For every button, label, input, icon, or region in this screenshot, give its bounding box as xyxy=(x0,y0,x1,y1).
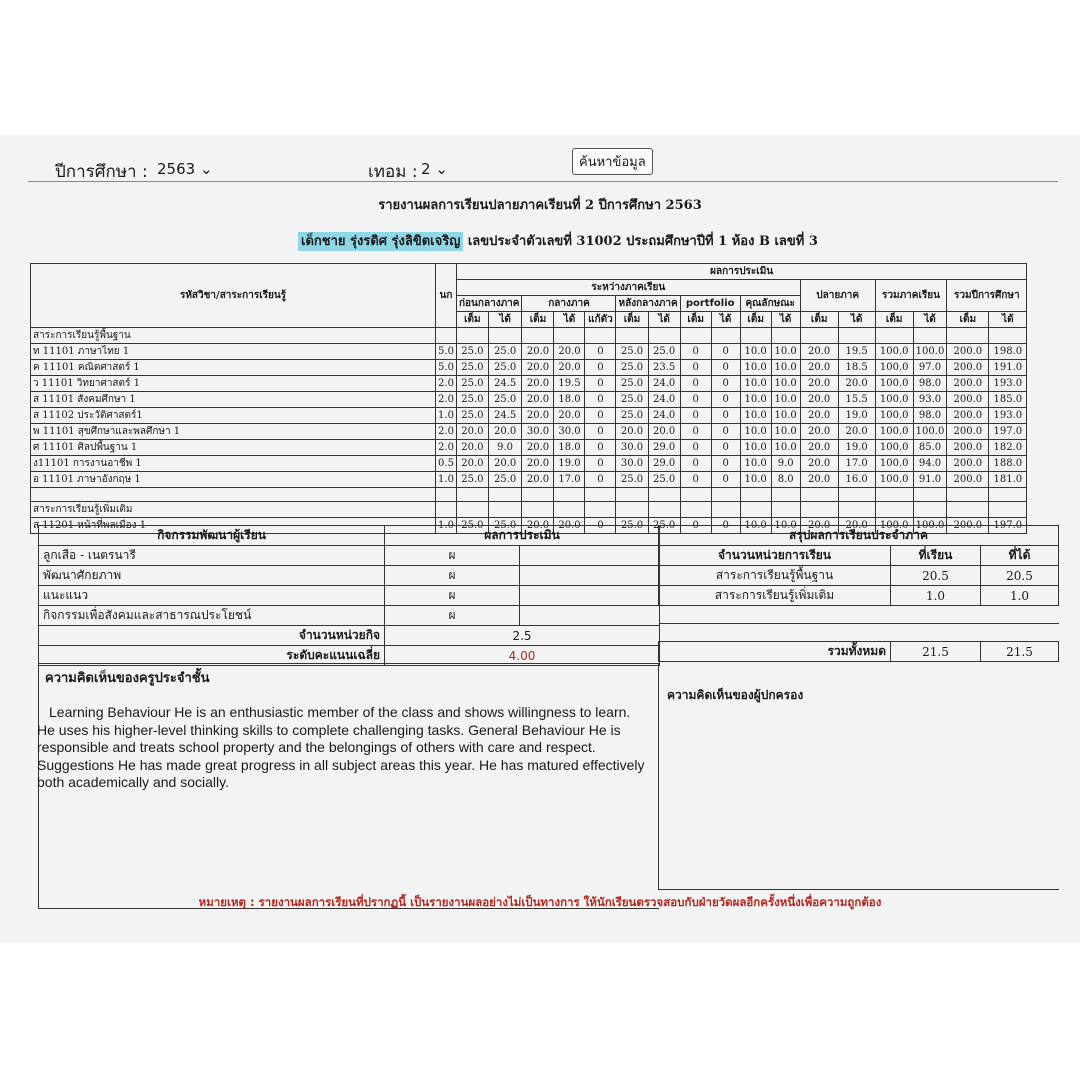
score-cell: 19.0 xyxy=(838,408,875,424)
score-cell: 24.5 xyxy=(488,408,522,424)
score-cell: 20.0 xyxy=(522,440,554,456)
score-cell: 20.0 xyxy=(838,424,875,440)
parent-comment-box xyxy=(658,663,1059,890)
summary-col-units: จำนวนหน่วยการเรียน xyxy=(659,546,891,566)
score-cell: 0 xyxy=(680,472,711,488)
score-cell: 0 xyxy=(585,392,616,408)
score-cell: 20.0 xyxy=(800,344,838,360)
score-cell: 20.0 xyxy=(800,408,838,424)
score-cell: 0 xyxy=(711,360,740,376)
score-cell: 30.0 xyxy=(616,456,648,472)
score-cell: 20.0 xyxy=(800,424,838,440)
score-cell: 0 xyxy=(585,456,616,472)
grade-row xyxy=(31,376,1027,392)
credit-cell: 0.5 xyxy=(436,456,457,472)
score-cell: 20.0 xyxy=(800,440,838,456)
score-cell: 20.0 xyxy=(457,440,489,456)
score-cell: 100.0 xyxy=(875,440,913,456)
sub-full: เต็ม xyxy=(875,312,913,328)
score-cell: 10.0 xyxy=(740,392,771,408)
score-cell: 10.0 xyxy=(740,376,771,392)
score-cell: 20.0 xyxy=(522,392,554,408)
score-cell: 25.0 xyxy=(488,344,522,360)
activities-header: กิจกรรมพัฒนาผู้เรียน xyxy=(39,526,385,546)
credit-cell: 2.0 xyxy=(436,376,457,392)
score-cell: 100.0 xyxy=(875,456,913,472)
score-cell: 18.0 xyxy=(554,440,585,456)
score-cell: 0 xyxy=(711,440,740,456)
score-cell: 20.0 xyxy=(522,408,554,424)
score-cell: 200.0 xyxy=(947,456,989,472)
col-evaluation: ผลการประเมิน xyxy=(457,264,1027,280)
year-select[interactable]: 2563 ⌄ xyxy=(157,160,213,178)
score-cell: 0 xyxy=(680,392,711,408)
grade-row xyxy=(31,424,1027,440)
score-cell: 10.0 xyxy=(771,392,800,408)
score-cell: 25.0 xyxy=(457,344,489,360)
summary-row-studied: 1.0 xyxy=(891,586,981,606)
score-cell: 98.0 xyxy=(913,376,947,392)
score-cell: 10.0 xyxy=(771,440,800,456)
grades-table xyxy=(30,263,1027,534)
score-cell: 25.0 xyxy=(648,518,680,534)
summary-row-label: สาระการเรียนรู้พื้นฐาน xyxy=(659,566,891,586)
score-cell: 24.0 xyxy=(648,408,680,424)
sub-full: เต็ม xyxy=(740,312,771,328)
subject-name: อ 11101 ภาษาอังกฤษ 1 xyxy=(31,472,436,488)
score-cell: 24.0 xyxy=(648,392,680,408)
score-cell: 9.0 xyxy=(488,440,522,456)
score-cell: 93.0 xyxy=(913,392,947,408)
score-cell: 20.0 xyxy=(838,376,875,392)
score-cell: 0 xyxy=(711,408,740,424)
activity-result: ผ xyxy=(385,566,520,586)
score-cell: 29.0 xyxy=(648,456,680,472)
term-select[interactable]: 2 ⌄ xyxy=(421,160,448,178)
sub-got: ได้ xyxy=(989,312,1027,328)
score-cell: 20.0 xyxy=(522,344,554,360)
score-cell: 25.0 xyxy=(457,376,489,392)
score-cell: 20.0 xyxy=(554,408,585,424)
gpa-label: ระดับคะแนนเฉลี่ย xyxy=(39,646,385,666)
score-cell: 20.0 xyxy=(616,424,648,440)
score-cell: 10.0 xyxy=(740,344,771,360)
filter-bar xyxy=(55,152,1045,192)
activity-result: ผ xyxy=(385,606,520,626)
summary-row-earned: 20.5 xyxy=(981,566,1059,586)
score-cell: 10.0 xyxy=(740,360,771,376)
term-label: เทอม : xyxy=(368,162,418,182)
sub-got: ได้ xyxy=(488,312,522,328)
score-cell: 20.0 xyxy=(800,376,838,392)
report-title: รายงานผลการเรียนปลายภาคเรียนที่ 2 ปีการศึกษา 2563 xyxy=(378,198,702,213)
sub-got: ได้ xyxy=(913,312,947,328)
subject-name: ศ 11101 ศิลปพื้นฐาน 1 xyxy=(31,440,436,456)
gpa-value: 4.00 xyxy=(385,646,660,666)
score-cell: 0 xyxy=(585,408,616,424)
score-cell: 94.0 xyxy=(913,456,947,472)
score-cell: 10.0 xyxy=(740,456,771,472)
score-cell: 0 xyxy=(680,344,711,360)
score-cell: 25.0 xyxy=(488,360,522,376)
activity-result: ผ xyxy=(385,586,520,606)
score-cell: 10.0 xyxy=(771,376,800,392)
score-cell: 18.5 xyxy=(838,360,875,376)
units-value: 2.5 xyxy=(385,626,660,646)
credit-cell: 1.0 xyxy=(436,518,457,534)
score-cell: 200.0 xyxy=(947,344,989,360)
score-cell: 30.0 xyxy=(554,424,585,440)
student-header xyxy=(298,230,818,251)
grade-row xyxy=(31,408,1027,424)
teacher-comment-title: ความคิดเห็นของครูประจำชั้น xyxy=(45,671,210,686)
score-cell: 20.0 xyxy=(522,456,554,472)
sub-full: เต็ม xyxy=(800,312,838,328)
score-cell: 193.0 xyxy=(989,408,1027,424)
score-cell: 20.0 xyxy=(554,360,585,376)
score-cell: 25.0 xyxy=(488,472,522,488)
score-cell: 0 xyxy=(585,424,616,440)
activity-name: กิจกรรมเพื่อสังคมและสาธารณประโยชน์ xyxy=(39,606,385,626)
credit-cell: 2.0 xyxy=(436,392,457,408)
sub-fix: แก้ตัว xyxy=(585,312,616,328)
score-cell: 200.0 xyxy=(947,376,989,392)
score-cell: 15.5 xyxy=(838,392,875,408)
score-cell: 188.0 xyxy=(989,456,1027,472)
summary-title: สรุปผลการเรียนประจำภาค xyxy=(659,526,1059,546)
col-portfolio: portfolio xyxy=(680,296,740,312)
subject-name: ว 11101 วิทยาศาสตร์ 1 xyxy=(31,376,436,392)
sub-got: ได้ xyxy=(771,312,800,328)
summary-total-earned: 21.5 xyxy=(981,642,1059,662)
score-cell: 25.0 xyxy=(616,376,648,392)
score-cell: 8.0 xyxy=(771,472,800,488)
summary-total-label: รวมทั้งหมด xyxy=(659,642,891,662)
score-cell: 25.0 xyxy=(616,344,648,360)
sub-full: เต็ม xyxy=(947,312,989,328)
score-cell: 0 xyxy=(711,376,740,392)
score-cell: 25.0 xyxy=(616,360,648,376)
score-cell: 10.0 xyxy=(771,518,800,534)
subject-name: พ 11101 สุขศึกษาและพลศึกษา 1 xyxy=(31,424,436,440)
credit-cell: 1.0 xyxy=(436,408,457,424)
score-cell: 193.0 xyxy=(989,376,1027,392)
score-cell: 0 xyxy=(680,518,711,534)
score-cell: 0 xyxy=(680,424,711,440)
score-cell: 25.0 xyxy=(616,518,648,534)
score-cell: 100.0 xyxy=(913,518,947,534)
summary-row-studied: 20.5 xyxy=(891,566,981,586)
score-cell: 100.0 xyxy=(875,408,913,424)
student-name: เด็กชาย รุ่งรดิศ รุ่งลิขิตเจริญ xyxy=(298,232,463,251)
sub-got: ได้ xyxy=(554,312,585,328)
score-cell: 0 xyxy=(585,472,616,488)
score-cell: 100.0 xyxy=(875,424,913,440)
score-cell: 20.0 xyxy=(457,424,489,440)
score-cell: 0 xyxy=(711,472,740,488)
summary-table xyxy=(658,525,1059,662)
score-cell: 0 xyxy=(711,424,740,440)
score-cell: 16.0 xyxy=(838,472,875,488)
score-cell: 200.0 xyxy=(947,440,989,456)
score-cell: 20.0 xyxy=(838,518,875,534)
subject-name: ส 11201 หน้าที่พลเมือง 1 xyxy=(31,518,436,534)
score-cell: 20.0 xyxy=(800,392,838,408)
score-cell: 98.0 xyxy=(913,408,947,424)
credit-cell: 2.0 xyxy=(436,424,457,440)
score-cell: 20.0 xyxy=(488,424,522,440)
activities-result-header: ผลการประเมิน xyxy=(385,526,660,546)
score-cell: 100.0 xyxy=(913,424,947,440)
score-cell: 10.0 xyxy=(740,424,771,440)
score-cell: 0 xyxy=(585,376,616,392)
grade-row xyxy=(31,456,1027,472)
score-cell: 100.0 xyxy=(875,392,913,408)
score-cell: 25.0 xyxy=(457,360,489,376)
score-cell: 200.0 xyxy=(947,518,989,534)
score-cell: 10.0 xyxy=(740,472,771,488)
credit-cell: 5.0 xyxy=(436,360,457,376)
score-cell: 97.0 xyxy=(913,360,947,376)
summary-col-earned: ที่ได้ xyxy=(981,546,1059,566)
score-cell: 20.0 xyxy=(800,518,838,534)
col-credits: นก xyxy=(436,264,457,328)
footer-note: หมายเหตุ : รายงานผลการเรียนที่ปรากฏนี้ เป็นรายงานผลอย่างไม่เป็นทางการ ให้นักเรียนตรวจสอบกับฝ่ายวัดผลอีกครั้งหนึ่งเพื่อความถูกต้อง xyxy=(198,895,882,909)
score-cell: 10.0 xyxy=(771,360,800,376)
score-cell: 19.5 xyxy=(554,376,585,392)
units-label: จำนวนหน่วยกิจ xyxy=(39,626,385,646)
col-during-term: ระหว่างภาคเรียน xyxy=(457,280,801,296)
score-cell: 85.0 xyxy=(913,440,947,456)
score-cell: 19.5 xyxy=(838,344,875,360)
credit-cell: 2.0 xyxy=(436,440,457,456)
section-additional: สาระการเรียนรู้เพิ่มเติม xyxy=(31,502,436,518)
score-cell: 0 xyxy=(585,360,616,376)
score-cell: 91.0 xyxy=(913,472,947,488)
sub-got: ได้ xyxy=(838,312,875,328)
score-cell: 0 xyxy=(711,344,740,360)
col-final: ปลายภาค xyxy=(800,280,875,312)
subject-name: ส 11102 ประวัติศาสตร์1 xyxy=(31,408,436,424)
score-cell: 19.0 xyxy=(838,440,875,456)
activity-name: ลูกเสือ - เนตรนารี xyxy=(39,546,385,566)
subject-name: ท 11101 ภาษาไทย 1 xyxy=(31,344,436,360)
score-cell: 20.0 xyxy=(800,456,838,472)
activity-name: แนะแนว xyxy=(39,586,385,606)
score-cell: 185.0 xyxy=(989,392,1027,408)
parent-comment-title: ความคิดเห็นของผู้ปกครอง xyxy=(667,688,804,702)
activities-table xyxy=(38,525,660,666)
score-cell: 17.0 xyxy=(554,472,585,488)
score-cell: 20.0 xyxy=(800,472,838,488)
score-cell: 18.0 xyxy=(554,392,585,408)
chevron-down-icon: ⌄ xyxy=(199,160,213,178)
score-cell: 100.0 xyxy=(875,376,913,392)
score-cell: 100.0 xyxy=(913,344,947,360)
score-cell: 25.0 xyxy=(457,472,489,488)
score-cell: 0 xyxy=(711,518,740,534)
score-cell: 30.0 xyxy=(522,424,554,440)
score-cell: 25.0 xyxy=(457,518,489,534)
grade-row xyxy=(31,360,1027,376)
score-cell: 20.0 xyxy=(522,518,554,534)
section-core: สาระการเรียนรู้พื้นฐาน xyxy=(31,328,436,344)
score-cell: 9.0 xyxy=(771,456,800,472)
subject-name: ง11101 การงานอาชีพ 1 xyxy=(31,456,436,472)
score-cell: 197.0 xyxy=(989,424,1027,440)
score-cell: 24.5 xyxy=(488,376,522,392)
score-cell: 200.0 xyxy=(947,360,989,376)
summary-row-earned: 1.0 xyxy=(981,586,1059,606)
score-cell: 191.0 xyxy=(989,360,1027,376)
score-cell: 10.0 xyxy=(771,344,800,360)
activity-result: ผ xyxy=(385,546,520,566)
score-cell: 0 xyxy=(680,376,711,392)
score-cell: 0 xyxy=(585,344,616,360)
score-cell: 0 xyxy=(680,456,711,472)
score-cell: 0 xyxy=(585,440,616,456)
teacher-comment-text: Learning Behaviour He is an enthusiastic member of the class and shows willingness to learn. He uses his higher-level thinking skills to complete challenging tasks. General Behaviour He is responsible and treats school property and the belongings of others with care and respect. Suggestions He has made great progress in all subject areas this year. He has matured effectively both academically and socially. xyxy=(37,704,645,790)
score-cell: 100.0 xyxy=(875,472,913,488)
col-character: คุณลักษณะ xyxy=(740,296,800,312)
score-cell: 100.0 xyxy=(875,344,913,360)
score-cell: 200.0 xyxy=(947,408,989,424)
score-cell: 100.0 xyxy=(875,518,913,534)
summary-total-studied: 21.5 xyxy=(891,642,981,662)
score-cell: 182.0 xyxy=(989,440,1027,456)
score-cell: 23.5 xyxy=(648,360,680,376)
score-cell: 198.0 xyxy=(989,344,1027,360)
sub-full: เต็ม xyxy=(616,312,648,328)
score-cell: 30.0 xyxy=(616,440,648,456)
score-cell: 0 xyxy=(680,408,711,424)
score-cell: 0 xyxy=(680,360,711,376)
score-cell: 10.0 xyxy=(740,408,771,424)
score-cell: 200.0 xyxy=(947,472,989,488)
score-cell: 100.0 xyxy=(875,360,913,376)
activity-name: พัฒนาศักยภาพ xyxy=(39,566,385,586)
score-cell: 20.0 xyxy=(522,360,554,376)
score-cell: 20.0 xyxy=(554,344,585,360)
score-cell: 20.0 xyxy=(554,518,585,534)
score-cell: 25.0 xyxy=(616,408,648,424)
sub-got: ได้ xyxy=(711,312,740,328)
score-cell: 0 xyxy=(585,518,616,534)
score-cell: 19.0 xyxy=(554,456,585,472)
student-info: เลขประจำตัวเลขที่ 31002 ประถมศึกษาปีที่ 1 ห้อง B เลขที่ 3 xyxy=(467,234,818,249)
score-cell: 0 xyxy=(680,440,711,456)
score-cell: 197.0 xyxy=(989,518,1027,534)
sub-got: ได้ xyxy=(648,312,680,328)
score-cell: 25.0 xyxy=(488,392,522,408)
score-cell: 20.0 xyxy=(488,456,522,472)
score-cell: 25.0 xyxy=(488,518,522,534)
col-midterm: กลางภาค xyxy=(522,296,616,312)
summary-row-label: สาระการเรียนรู้เพิ่มเติม xyxy=(659,586,891,606)
subject-name: ส 11101 สังคมศึกษา 1 xyxy=(31,392,436,408)
score-cell: 25.0 xyxy=(457,408,489,424)
credit-cell: 1.0 xyxy=(436,472,457,488)
score-cell: 20.0 xyxy=(457,456,489,472)
chevron-down-icon: ⌄ xyxy=(435,160,448,178)
score-cell: 200.0 xyxy=(947,424,989,440)
score-cell: 10.0 xyxy=(740,440,771,456)
score-cell: 20.0 xyxy=(800,360,838,376)
score-cell: 20.0 xyxy=(522,376,554,392)
grade-row xyxy=(31,440,1027,456)
score-cell: 25.0 xyxy=(616,472,648,488)
credit-cell: 5.0 xyxy=(436,344,457,360)
score-cell: 29.0 xyxy=(648,440,680,456)
sub-full: เต็ม xyxy=(680,312,711,328)
score-cell: 20.0 xyxy=(648,424,680,440)
col-term-total: รวมภาคเรียน xyxy=(875,280,947,312)
col-year-total: รวมปีการศึกษา xyxy=(947,280,1027,312)
score-cell: 10.0 xyxy=(771,408,800,424)
score-cell: 25.0 xyxy=(616,392,648,408)
score-cell: 10.0 xyxy=(771,424,800,440)
score-cell: 25.0 xyxy=(457,392,489,408)
score-cell: 17.0 xyxy=(838,456,875,472)
teacher-comment-box xyxy=(38,663,659,909)
score-cell: 25.0 xyxy=(648,472,680,488)
score-cell: 0 xyxy=(711,456,740,472)
score-cell: 181.0 xyxy=(989,472,1027,488)
score-cell: 200.0 xyxy=(947,392,989,408)
grade-row xyxy=(31,344,1027,360)
sub-full: เต็ม xyxy=(522,312,554,328)
score-cell: 25.0 xyxy=(648,344,680,360)
col-after-mid: หลังกลางภาค xyxy=(616,296,680,312)
summary-col-studied: ที่เรียน xyxy=(891,546,981,566)
grade-row xyxy=(31,392,1027,408)
year-label: ปีการศึกษา : xyxy=(55,162,148,182)
col-before-mid: ก่อนกลางภาค xyxy=(457,296,522,312)
divider xyxy=(28,181,1058,182)
subject-name: ค 11101 คณิตศาสตร์ 1 xyxy=(31,360,436,376)
score-cell: 10.0 xyxy=(740,518,771,534)
score-cell: 20.0 xyxy=(522,472,554,488)
search-button[interactable]: ค้นหาข้อมูล xyxy=(572,148,653,175)
sub-full: เต็ม xyxy=(457,312,489,328)
col-subject: รหัสวิชา/สาระการเรียนรู้ xyxy=(31,264,436,328)
grade-row xyxy=(31,472,1027,488)
score-cell: 24.0 xyxy=(648,376,680,392)
score-cell: 0 xyxy=(711,392,740,408)
